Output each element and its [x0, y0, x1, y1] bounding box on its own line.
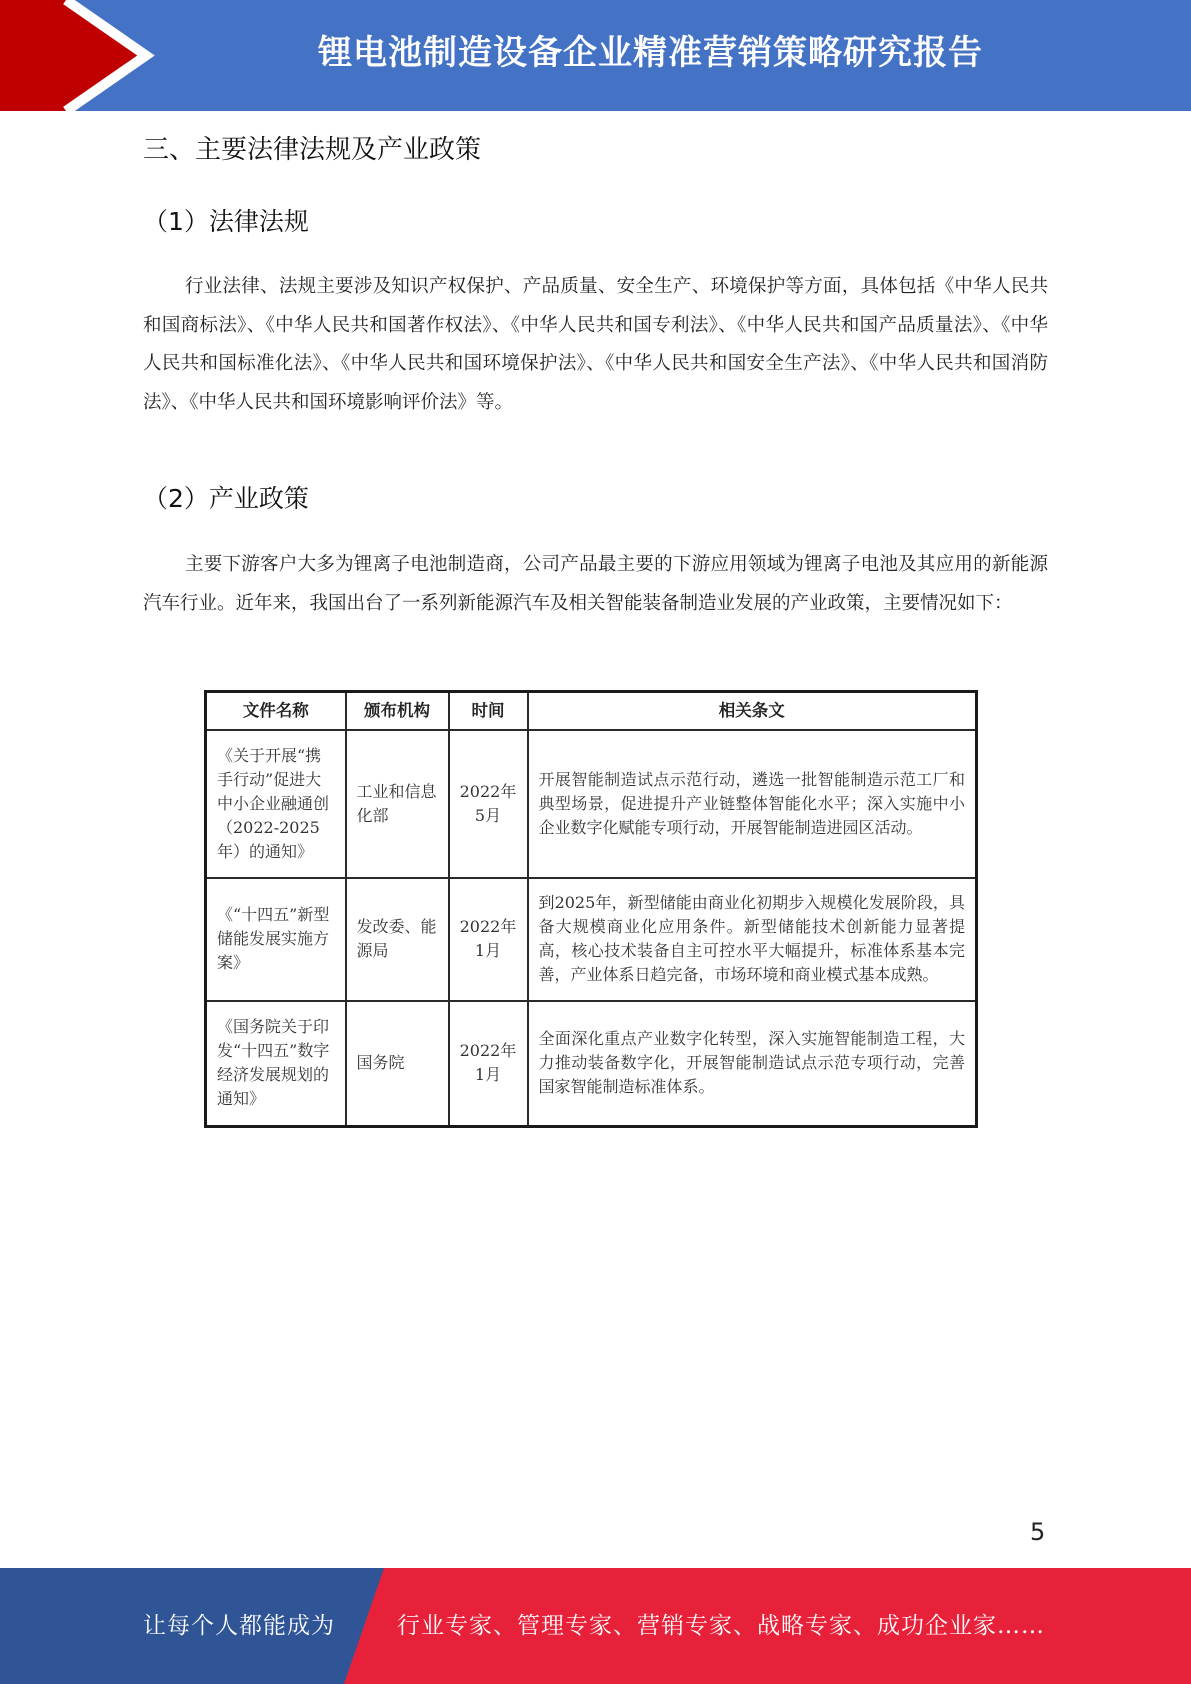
policy-table: [204, 690, 978, 1128]
cell-date: 2022年5月: [449, 730, 528, 878]
footer-slogan-right: 行业专家、管理专家、营销专家、战略专家、成功企业家……: [397, 1613, 1045, 1639]
section-title: 三、主要法律法规及产业政策: [143, 135, 482, 165]
header-doc-name: 文件名称: [206, 692, 346, 730]
cell-issuer: 国务院: [346, 1001, 449, 1127]
header-issuer: 颁布机构: [346, 692, 449, 730]
table-row: [206, 1001, 977, 1127]
laws-paragraph: 行业法律、法规主要涉及知识产权保护、产品质量、安全生产、环境保护等方面，具体包括《中华人民共和国商标法》、《中华人民共和国著作权法》、《中华人民共和国专利法》、《中华人民共和国产品质量法》、《中华人民共和国标准化法》、《中华人民共和国环境保护法》、《中华人民共和国安全生产法》、《中华人民共和国消防法》、《中华人民共和国环境影响评价法》等。: [143, 276, 1048, 413]
header-provisions: 相关条文: [528, 692, 977, 730]
policy-table-container: [204, 690, 975, 1128]
cell-issuer: 工业和信息化部: [346, 730, 449, 878]
report-title: 锂电池制造设备企业精准营销策略研究报告: [318, 33, 983, 73]
policy-paragraph: 主要下游客户大多为锂离子电池制造商，公司产品最主要的下游应用领域为锂离子电池及其应用的新能源汽车行业。近年来，我国出台了一系列新能源汽车及相关智能装备制造业发展的产业政策，主要情况如下：: [143, 554, 1048, 614]
header-chevron-icon: [0, 0, 160, 111]
table-header-row: [206, 692, 977, 730]
cell-doc-name: 《“十四五”新型储能发展实施方案》: [206, 878, 346, 1001]
table-row: [206, 730, 977, 878]
cell-provisions: 到2025年，新型储能由商业化初期步入规模化发展阶段，具备大规模商业化应用条件。新型储能技术创新能力显著提高，核心技术装备自主可控水平大幅提升，标准体系基本完善，产业体系日趋完备，市场环境和商业模式基本成熟。: [528, 878, 977, 1001]
report-header: [0, 0, 1191, 111]
cell-issuer: 发改委、能源局: [346, 878, 449, 1001]
report-footer: [0, 1568, 1191, 1684]
subsection-policy-title: （2）产业政策: [143, 484, 309, 513]
table-row: [206, 878, 977, 1001]
footer-slogan-left: 让每个人都能成为: [143, 1613, 335, 1639]
cell-date: 2022年1月: [449, 878, 528, 1001]
cell-date: 2022年1月: [449, 1001, 528, 1127]
cell-provisions: 全面深化重点产业数字化转型，深入实施智能制造工程，大力推动装备数字化，开展智能制造试点示范专项行动，完善国家智能制造标准体系。: [528, 1001, 977, 1127]
cell-doc-name: 《国务院关于印发“十四五”数字经济发展规划的通知》: [206, 1001, 346, 1127]
subsection-laws-title: （1）法律法规: [143, 207, 309, 236]
cell-doc-name: 《关于开展“携手行动”促进大中小企业融通创（2022-2025年）的通知》: [206, 730, 346, 878]
page-number: 5: [1030, 1518, 1046, 1546]
cell-provisions: 开展智能制造试点示范行动，遴选一批智能制造示范工厂和典型场景，促进提升产业链整体智能化水平；深入实施中小企业数字化赋能专项行动，开展智能制造进园区活动。: [528, 730, 977, 878]
header-date: 时间: [449, 692, 528, 730]
